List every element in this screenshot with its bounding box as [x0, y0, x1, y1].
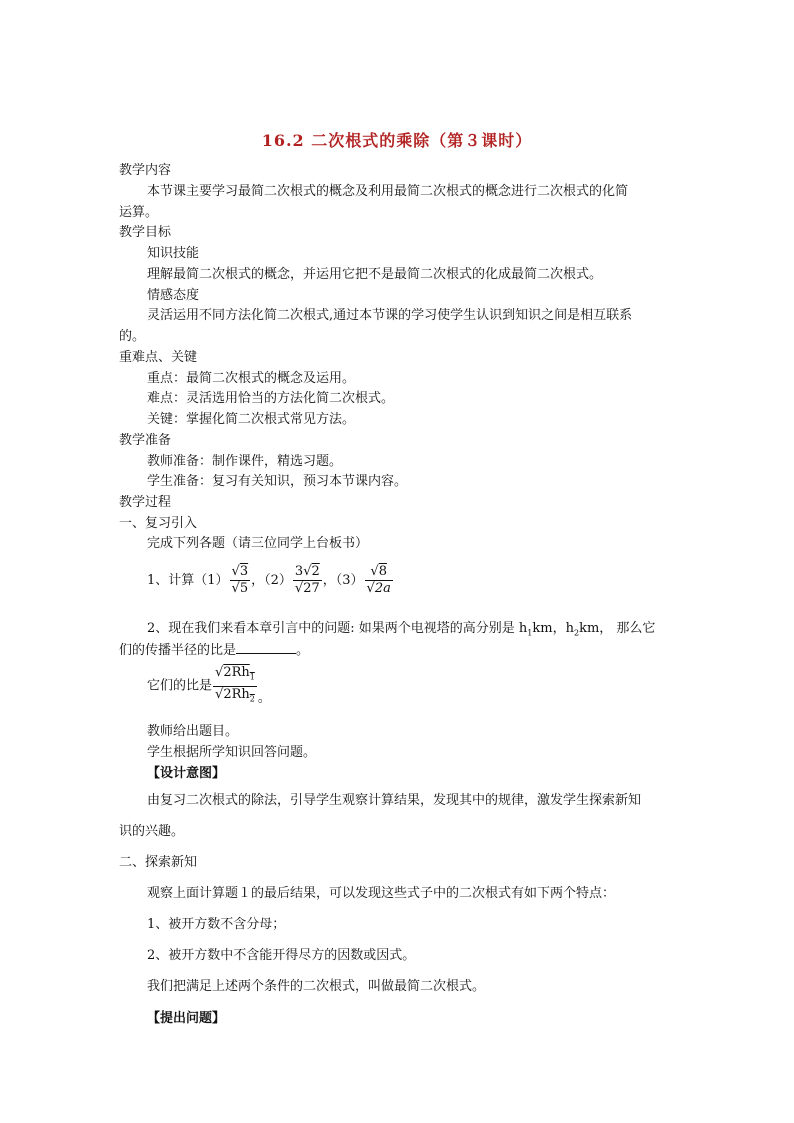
q1-f1-num: 3: [239, 564, 249, 579]
q1-f3-den: 2a: [374, 581, 391, 596]
ratio-line: [147, 665, 271, 719]
heading-goals: 教学目标: [119, 225, 172, 240]
teacher-prep: 教师准备：制作课件，精选习题。: [147, 454, 343, 469]
design-text-2: 识的兴趣。: [119, 824, 185, 839]
feature-item-1: 1、被开方数不含分母；: [147, 917, 286, 932]
question-1: [147, 561, 394, 601]
heading-content: 教学内容: [119, 163, 172, 178]
heading-key-points: 重难点、关键: [119, 350, 198, 365]
knowledge-text: 理解最简二次根式的概念，并运用它把不是最简二次根式的化成最简二次根式。: [147, 267, 603, 282]
difficulty-text: 难点：灵活选用恰当的方法化简二次根式。: [147, 391, 395, 406]
q2-sub-2: 2: [573, 628, 580, 638]
teacher-gives: 教师给出题目。: [147, 724, 239, 739]
focus-text: 重点：最简二次根式的概念及运用。: [147, 371, 356, 386]
q1-f2-coef: 3: [294, 564, 304, 579]
review-intro: 完成下列各题（请三位同学上台板书）: [147, 536, 369, 551]
q1-f1-den: 5: [239, 581, 249, 596]
ratio-label: 它们的比是: [147, 678, 213, 694]
q1-f2-den: 27: [303, 581, 320, 596]
ratio-num: 2Rh: [223, 665, 250, 680]
ratio-den-sub: 2: [249, 694, 255, 704]
attitude-text-1: 灵活运用不同方法化简二次根式,通过本节课的学习使学生认识到知识之间是相互联系: [147, 308, 633, 323]
design-text-1: 由复习二次根式的除法，引导学生观察计算结果，发现其中的规律，激发学生探索新知: [147, 793, 642, 808]
key-text: 关键：掌握化简二次根式常见方法。: [147, 412, 356, 427]
attitude-text-2: 的。: [119, 329, 146, 344]
review-heading: 一、复习引入: [119, 516, 198, 531]
q1-f2-num: 2: [311, 564, 320, 579]
content-text-2: 运算。: [119, 205, 159, 220]
q2-text-1: 2、现在我们来看本章引言中的问题: 如果两个电视塔的高分别是 h: [147, 621, 528, 636]
q1-fraction-2: $\frac{3√2}{√27}$: [294, 564, 320, 596]
page-title: 16.2 二次根式的乘除（第３课时）: [261, 131, 533, 150]
q2-text-2: km， 那么它: [579, 621, 656, 636]
q2-mid: km，h: [532, 621, 574, 636]
explore-heading: 二、探索新知: [119, 855, 198, 870]
student-prep: 学生准备：复习有关知识，预习本节课内容。: [147, 474, 408, 489]
q2-end: 。: [296, 643, 310, 658]
conclusion-text: 我们把满足上述两个条件的二次根式，叫做最简二次根式。: [147, 979, 486, 994]
q1-sep-2: ，（2）: [251, 573, 292, 588]
q1-f3-num: 8: [378, 564, 387, 579]
ratio-fraction: $\frac{√2Rh_1}{√2Rh_2}$: [215, 665, 255, 704]
question-heading: 【提出问题】: [147, 1011, 226, 1026]
heading-preparation: 教学准备: [119, 433, 172, 448]
q1-sep-3: ，（3）: [322, 573, 364, 588]
attitude-heading: 情感态度: [147, 288, 200, 303]
design-intent-heading: 【设计意图】: [147, 766, 226, 781]
q2-text-3: 们的传播半径的比是: [119, 643, 237, 658]
ratio-end: 。: [257, 690, 271, 706]
q1-fraction-1: $\frac{√3}{√5}$: [231, 564, 249, 596]
heading-process: 教学过程: [119, 495, 172, 510]
q2-sub-1: 1: [527, 628, 533, 638]
explore-text-1: 观察上面计算题１的最后结果，可以发现这些式子中的二次根式有如下两个特点：: [147, 886, 616, 901]
q1-fraction-3: $\frac{√8}{√2a}$: [366, 564, 391, 596]
q1-label: 1、计算（1）: [147, 573, 229, 588]
ratio-den: 2Rh: [223, 686, 250, 702]
question-2-line-2: [119, 641, 309, 659]
question-2-line-1: [147, 621, 655, 642]
student-answers: 学生根据所学知识回答问题。: [147, 745, 317, 760]
feature-item-2: 2、被开方数中不含能开得尽方的因数或因式。: [147, 948, 416, 963]
ratio-num-sub: 1: [249, 672, 255, 682]
content-text-1: 本节课主要学习最简二次根式的概念及利用最简二次根式的概念进行二次根式的化简: [147, 184, 629, 199]
knowledge-heading: 知识技能: [147, 246, 200, 261]
answer-blank[interactable]: [236, 641, 296, 654]
